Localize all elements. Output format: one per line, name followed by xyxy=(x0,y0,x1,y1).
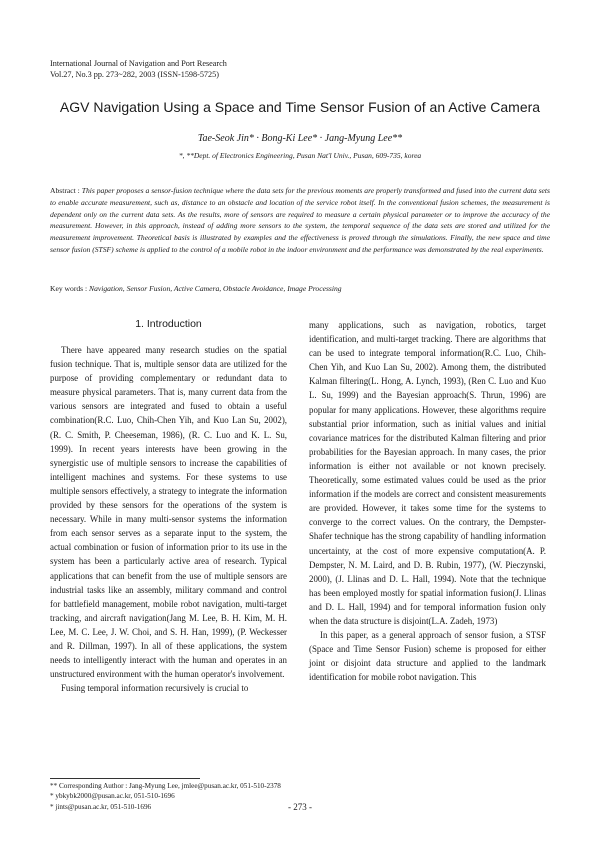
page-number: - 273 - xyxy=(288,802,312,812)
journal-volume: Vol.27, No.3 pp. 273~282, 2003 (ISSN-1598-5725) xyxy=(50,70,219,79)
abstract xyxy=(50,185,550,256)
keywords-label: Key words : xyxy=(50,284,88,293)
abstract-label: Abstract : xyxy=(50,186,80,195)
paragraph: many applications, such as navigation, robotics, target identification, and multi-target tracking. There are algorithms that can be used to integrate temporal information(R.C. Luo, Chih-Chen Yih, and Kuo Lan Su, 2002). Among them, the distributed Kalman filtering(L. Hong, A. Lynch, 1993), (Ren C. Luo and Kuo L. Su, 1999) and the Bayesian approach(S. Thrun, 1996) are popular for many applications. However, these algorithms require substantial prior information, such as initial values and initial covariance matrices for the distributed Kalman filtering and prior probabilities for the Bayesian approach. In many cases, the prior information is either not available or not known precisely. Theoretically, some estimated values could be used as the prior information if the models are correct and consistent measurements are provided. However, it takes some time for the systems to converge to the correct values. On the contrary, the Dempster-Shafer technique has the strong capability of handling information uncertainty, at the cost of more expensive computation(A. P. Dempster, N. M. Laird, and D. B. Rubin, 1977), (W. Pieczynski, 2000), (J. Llinas and D. L. Hall, 1994). Note that the technique has been employed mostly for spatial information fusion(J. Llinas and D. L. Hall, 1994) and for temporal information fusion only when the data structure is disjoint(L.A. Zadeh, 1973) xyxy=(309,320,546,626)
abstract-text: This paper proposes a sensor-fusion technique where the data sets for the previous moments are properly transformed and fused into the current data sets to enable accurate measurement, such as, distance to an obstacle and location of the service robot itself. In the conventional fusion schemes, the measurement is dependent only on the current data sets. As the results, more of sensors are required to measure a certain physical parameter or to improve the accuracy of the measurement. However, in this approach, instead of adding more sensors to the system, the temporal sequence of the data sets are stored and utilized for the measurement improvement. Theoretical basis is illustrated by examples and the effectiveness is proved through the simulations. Finally, the new space and time sensor fusion (STSF) scheme is applied to the control of a mobile robot in the indoor environment and the performance was demonstrated by the real experiments. xyxy=(50,186,550,254)
paper-title: AGV Navigation Using a Space and Time Sensor Fusion of an Active Camera xyxy=(59,99,541,115)
footnote-divider xyxy=(50,778,200,779)
author-list: Tae-Seok Jin* · Bong-Ki Lee* · Jang-Myung Lee** xyxy=(197,133,403,144)
left-column xyxy=(50,343,287,695)
section-heading-introduction: 1. Introduction xyxy=(135,318,202,330)
affiliation: *, **Dept. of Electronics Engineering, Pusan Nat'l Univ., Pusan, 609-735, korea xyxy=(178,151,422,160)
keywords xyxy=(50,284,550,293)
paragraph: Fusing temporal information recursively is crucial to xyxy=(61,683,249,694)
journal-name: International Journal of Navigation and Port Research xyxy=(50,59,227,68)
paragraph: In this paper, as a general approach of sensor fusion, a STSF (Space and Time Sensor Fusion) scheme is proposed for either joint or disjoint data structure and applied to the landmark identification for mobile robot navigation. This xyxy=(309,630,546,683)
paragraph: There have appeared many research studies on the spatial fusion technique. That is, multiple sensor data are utilized for the purpose of providing complementary or redundant data to measure physical parameters. That is, many current data from the various sensors are integrated and fused to obtain a useful combination(R.C. Luo, Chih-Chen Yih, and Kuo Lan Su, 2002), (R. C. Smith, P. Cheeseman, 1986), (R. C. Luo and K. L. Su, 1999). In recent years interests have been growing in the synergistic use of multiple sensors to increase the capabilities of intelligent machines and systems. For these systems to use multiple sensors effectively, a strategy to integrate the information provided by these sensors for the operations of the system is necessary. While in many multi-sensor systems the information from each sensor serves as a separate input to the system, the actual combination or fusion of information prior to its use in the system has been a particularly active area of research. Typical applications that can benefit from the use of multiple sensors are industrial tasks like an assembly, military command and control for battlefield management, mobile robot navigation, multi-target tracking, and aircraft navigation(Jang M. Lee, B. H. Kim, M. H. Lee, M. C. Lee, J. W. Choi, and S. H. Han, 1999), (P. Weckesser and R. Dillman, 1997). In all of these applications, the system needs to intelligently interact with the human and operates in an unstructured environment with the human operator's involvement. xyxy=(50,345,287,680)
journal-header xyxy=(50,58,227,80)
keywords-text: Navigation, Sensor Fusion, Active Camera, Obstacle Avoidance, Image Processing xyxy=(89,284,342,293)
footnote-corresponding-author: ** Corresponding Author : Jang-Myung Lee, jmlee@pusan.ac.kr, 051-510-2378 xyxy=(50,782,281,790)
footnote: * jints@pusan.ac.kr, 051-510-1696 xyxy=(50,802,152,811)
right-column xyxy=(309,318,546,684)
footnote: * ybkybk2000@pusan.ac.kr, 051-510-1696 xyxy=(50,792,175,801)
